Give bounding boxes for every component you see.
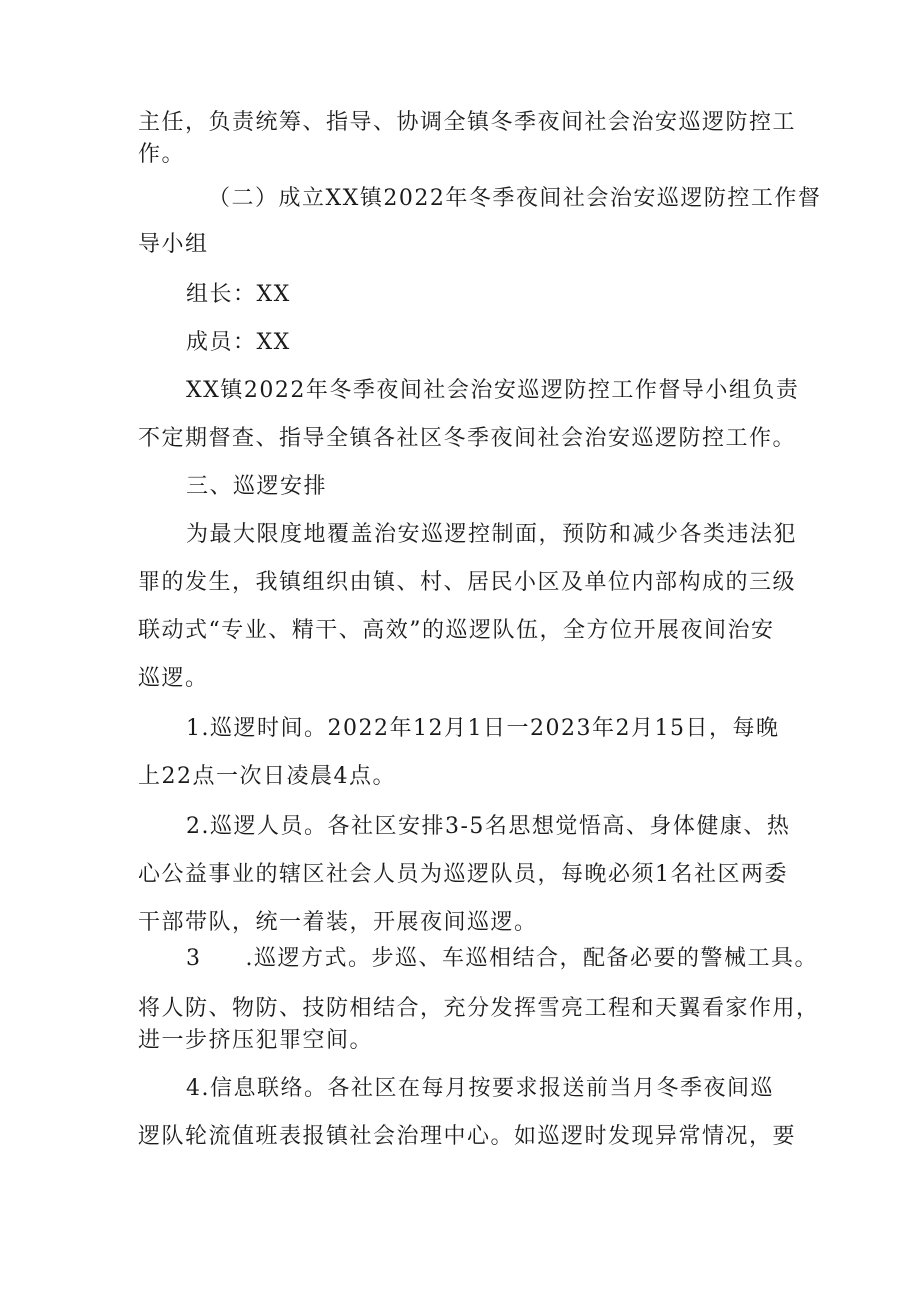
text-line: 进一步挤压犯罪空间。 (138, 1028, 374, 1053)
section-heading-3: 三、巡逻安排 (186, 474, 328, 499)
text-line: 巡逻。 (138, 666, 209, 691)
item-3-text: .巡逻方式。步巡、车巡相结合，配备必要的警械工具。 (245, 946, 818, 971)
group-members: 成员：XX (186, 330, 291, 355)
text-line: 逻队轮流值班表报镇社会治理中心。如巡逻时发现异常情况，要 (138, 1124, 797, 1149)
text-line: 不定期督查、指导全镇各社区冬季夜间社会治安巡逻防控工作。 (138, 426, 797, 451)
text-line: 为最大限度地覆盖治安巡逻控制面，预防和减少各类违法犯 (186, 522, 798, 547)
text-line: 心公益事业的辖区社会人员为巡逻队员，每晚必须1名社区两委 (138, 862, 788, 887)
section-heading-2-cont: 导小组 (138, 232, 209, 257)
item-1: 1.巡逻时间。2022年12月1日一2023年2月15日，每晚 (186, 716, 780, 741)
text-line: 罪的发生，我镇组织由镇、村、居民小区及单位内部构成的三级 (138, 570, 797, 595)
item-3 (186, 944, 818, 974)
item-2: 2.巡逻人员。各社区安排3-5名思想觉悟高、身体健康、热 (186, 814, 791, 839)
section-heading-2: （二）成立XX镇2022年冬季夜间社会治安巡逻防控工作督 (208, 186, 822, 211)
text-line: XX镇2022年冬季夜间社会治安巡逻防控工作督导小组负责 (186, 378, 800, 403)
group-leader: 组长：XX (186, 282, 291, 307)
text-line: 干部带队，统一着装，开展夜间巡逻。 (138, 910, 538, 935)
item-4: 4.信息联络。各社区在每月按要求报送前当月冬季夜间巡 (186, 1076, 774, 1101)
text-line: 上22点一次日凌晨4点。 (138, 764, 396, 789)
text-line: 联动式“专业、精干、高效”的巡逻队伍，全方位开展夜间治安 (138, 618, 775, 643)
text-line: 将人防、物防、技防相结合，充分发挥雪亮工程和天翼看家作用， (138, 996, 820, 1021)
text-line: 主任，负责统筹、指导、协调全镇冬季夜间社会治安巡逻防控工 (138, 110, 797, 135)
text-line: 作。 (138, 142, 186, 167)
item-3-number: 3 (186, 946, 202, 971)
